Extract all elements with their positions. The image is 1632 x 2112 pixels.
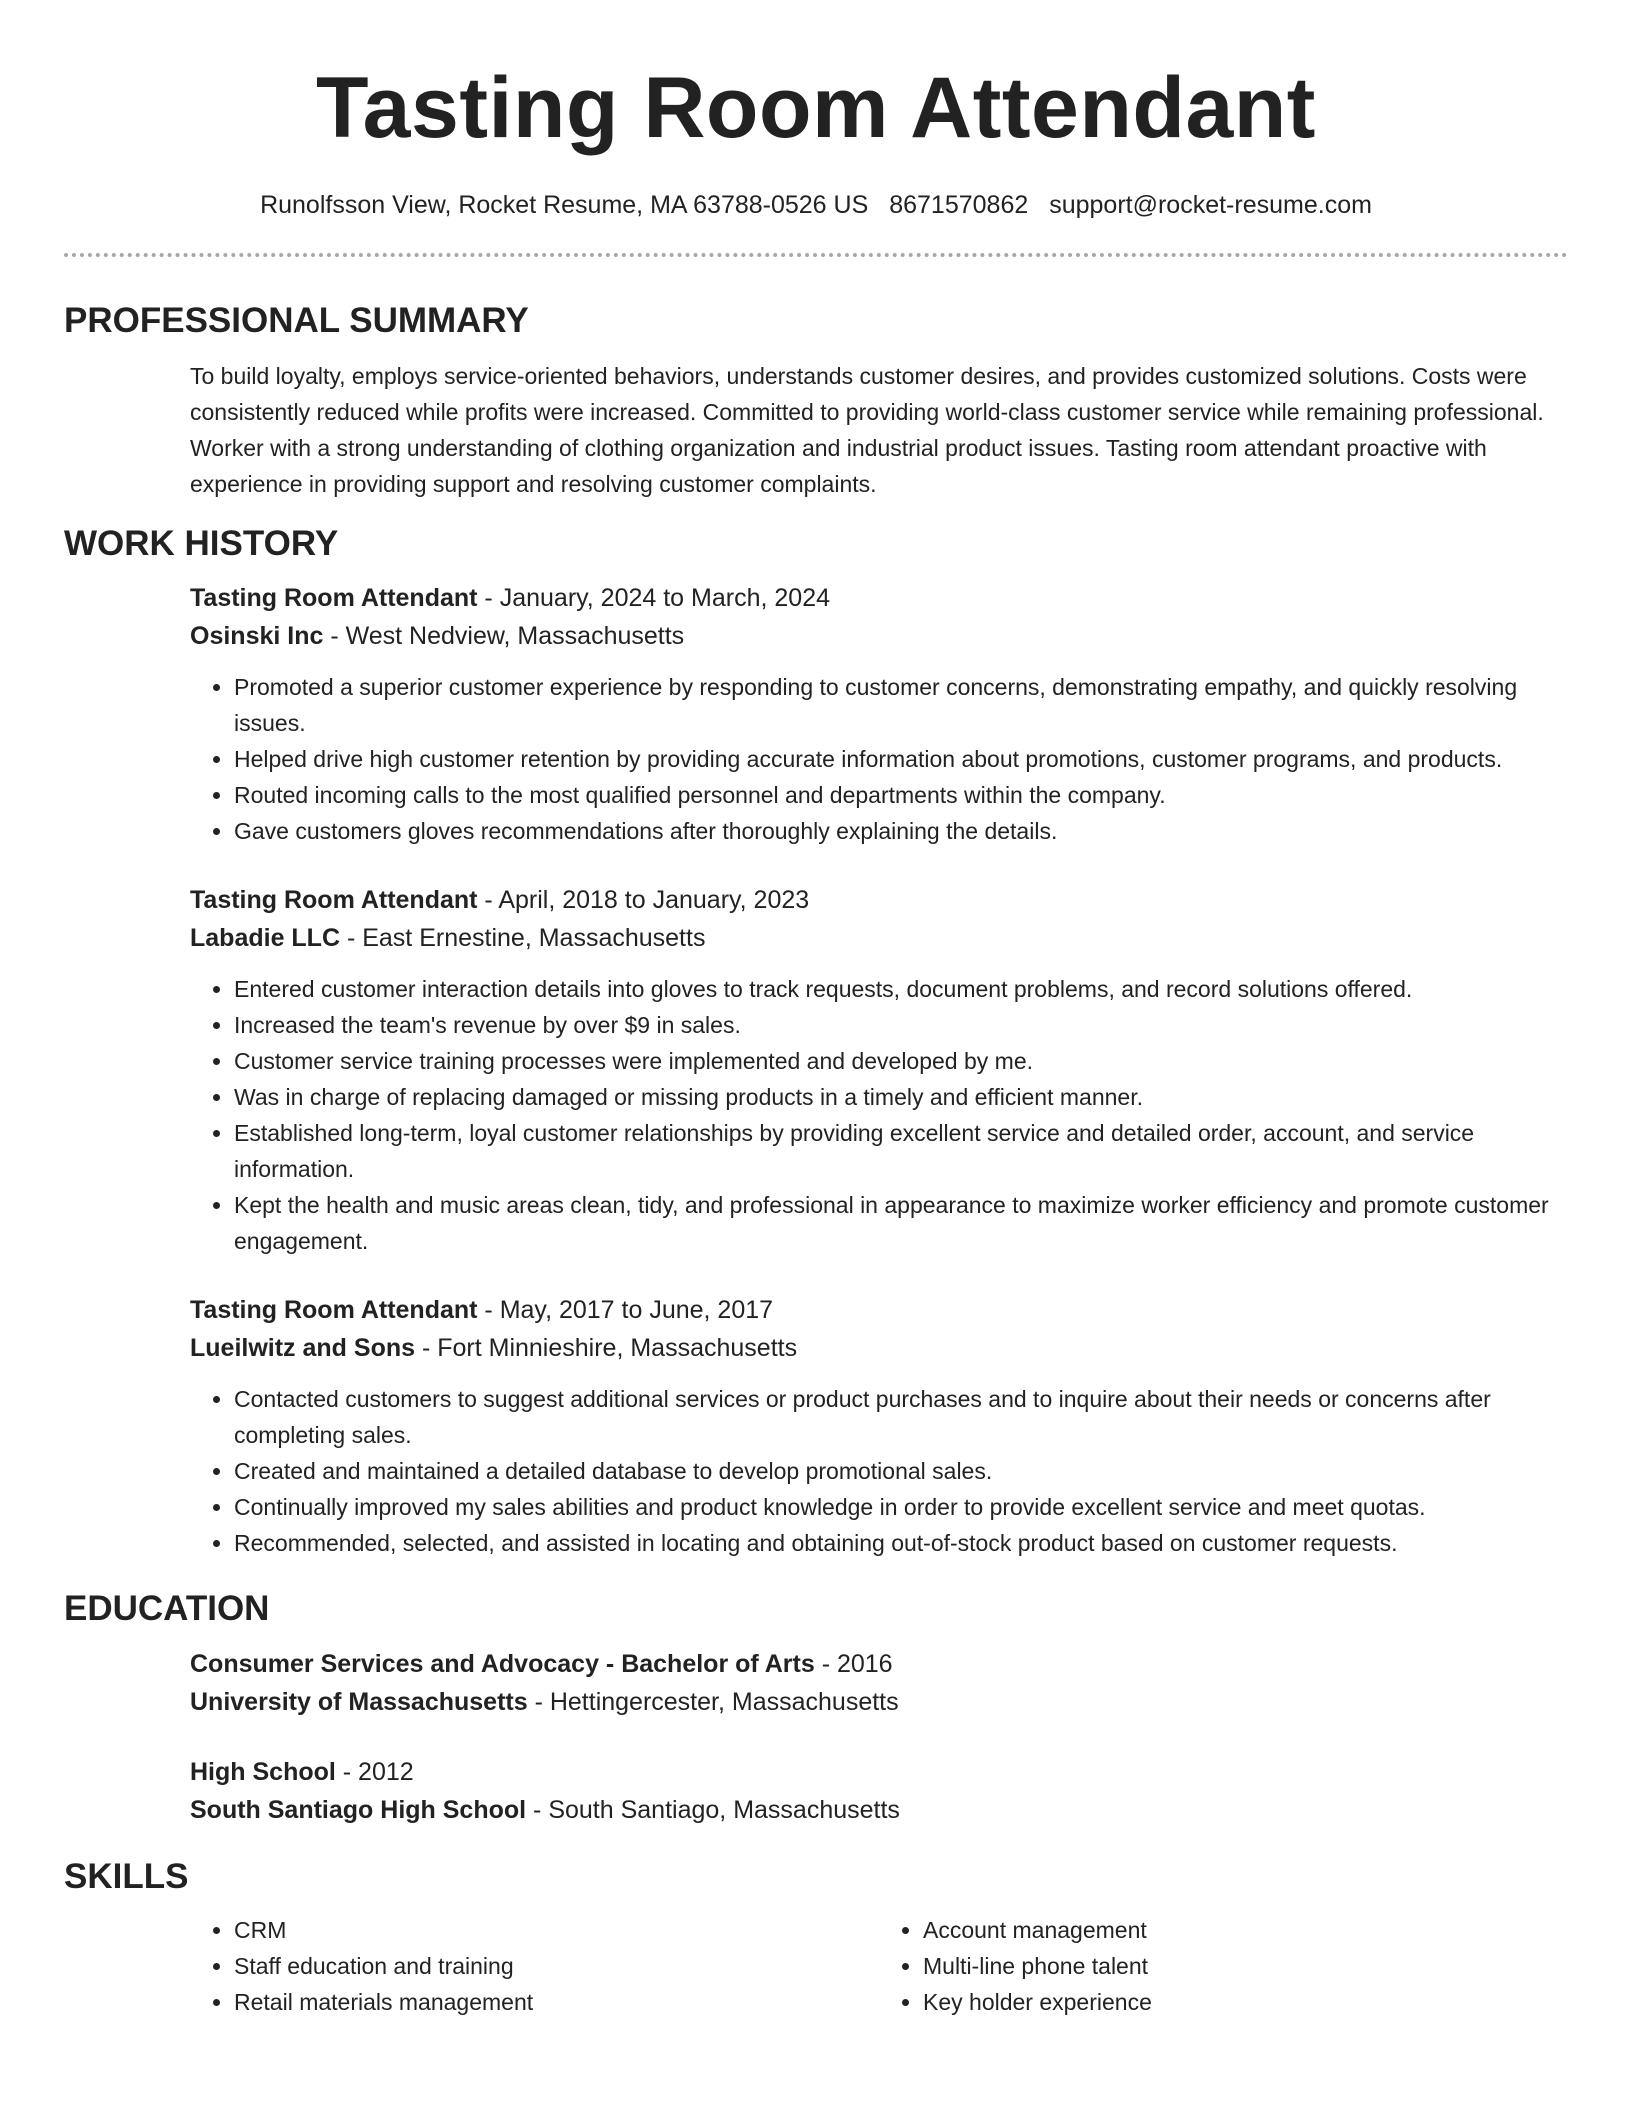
list-item: • Created and maintained a detailed database to develop promotional sales. <box>234 1453 1568 1489</box>
job-company-line <box>190 617 1568 655</box>
job-role: Tasting Room Attendant <box>190 886 478 914</box>
job-bullets <box>190 1381 1568 1561</box>
skills-list-left <box>190 1912 879 2020</box>
job-title-line <box>190 579 1568 617</box>
job-bullets <box>190 669 1568 849</box>
list-item: • Routed incoming calls to the most qualified personnel and departments within the company. <box>234 777 1568 813</box>
contact-email[interactable]: support@rocket-resume.com <box>1049 191 1372 219</box>
job-company: Osinski Inc <box>190 622 324 650</box>
list-item: • Multi-line phone talent <box>923 1948 1568 1984</box>
job-location: - East Ernestine, Massachusetts <box>340 924 706 952</box>
skills-columns <box>64 1912 1568 2020</box>
job-company: Labadie LLC <box>190 924 341 952</box>
education-entry <box>64 1645 1568 1721</box>
job-location: - West Nedview, Massachusetts <box>323 622 685 650</box>
job-company-line <box>190 1329 1568 1367</box>
summary-text: To build loyalty, employs service-oriented behaviors, understands customer desires, and provides customized solutions. Costs were consistently reduced while profits were increased. Committed to providing world-class customer service while remaining professional. Worker with a strong understanding of clothing organization and industrial product issues. Tasting room attendant proactive with experience in providing support and resolving customer complaints. <box>190 363 1544 497</box>
job-location: - Fort Minnieshire, Massachusetts <box>415 1334 798 1362</box>
list-item: • CRM <box>234 1912 879 1948</box>
list-item: • Recommended, selected, and assisted in locating and obtaining out-of-stock product based on customer requests. <box>234 1525 1568 1561</box>
job-entry <box>64 579 1568 849</box>
education-school: University of Massachusetts <box>190 1688 528 1716</box>
summary-heading: PROFESSIONAL SUMMARY <box>64 301 529 340</box>
list-item: • Customer service training processes were implemented and developed by me. <box>234 1043 1568 1079</box>
job-role: Tasting Room Attendant <box>190 1296 478 1324</box>
job-dates: - May, 2017 to June, 2017 <box>477 1296 774 1324</box>
education-school: South Santiago High School <box>190 1796 527 1824</box>
job-role: Tasting Room Attendant <box>190 584 478 612</box>
education-degree: Consumer Services and Advocacy - Bachelor of Arts <box>190 1650 815 1678</box>
education-degree-line <box>190 1645 1568 1683</box>
work-history-heading: WORK HISTORY <box>64 524 339 563</box>
education-entry <box>64 1753 1568 1829</box>
job-company: Lueilwitz and Sons <box>190 1334 416 1362</box>
job-dates: - April, 2018 to January, 2023 <box>477 886 810 914</box>
education-school-line <box>190 1683 1568 1721</box>
resume-page <box>64 0 1568 2020</box>
education-degree-line <box>190 1753 1568 1791</box>
skills-list-right <box>879 1912 1568 2020</box>
contact-line <box>64 190 1568 220</box>
header-divider <box>64 253 1568 257</box>
job-entry <box>64 881 1568 1259</box>
job-dates: - January, 2024 to March, 2024 <box>477 584 830 612</box>
contact-phone: 8671570862 <box>889 191 1029 219</box>
list-item: • Established long-term, loyal customer relationships by providing excellent service and detailed order, account, and service information. <box>234 1115 1568 1187</box>
list-item: • Entered customer interaction details into gloves to track requests, document problems, and record solutions offered. <box>234 971 1568 1007</box>
summary-section <box>64 358 1568 502</box>
job-bullets <box>190 971 1568 1259</box>
education-degree: High School <box>190 1758 336 1786</box>
list-item: • Retail materials management <box>234 1984 879 2020</box>
list-item: • Staff education and training <box>234 1948 879 1984</box>
education-year: - 2016 <box>814 1650 893 1678</box>
list-item: • Continually improved my sales abilities and product knowledge in order to provide excellent service and meet quotas. <box>234 1489 1568 1525</box>
education-year: - 2012 <box>335 1758 414 1786</box>
list-item: • Contacted customers to suggest additional services or product purchases and to inquire about their needs or concerns after completing sales. <box>234 1381 1568 1453</box>
list-item: • Account management <box>923 1912 1568 1948</box>
list-item: • Helped drive high customer retention by providing accurate information about promotions, customer programs, and products. <box>234 741 1568 777</box>
education-school-line <box>190 1791 1568 1829</box>
resume-name: Tasting Room Attendant <box>316 60 1316 156</box>
list-item: • Promoted a superior customer experience by responding to customer concerns, demonstrating empathy, and quickly resolving issues. <box>234 669 1568 741</box>
skills-heading: SKILLS <box>64 1857 189 1896</box>
list-item: • Key holder experience <box>923 1984 1568 2020</box>
list-item: • Gave customers gloves recommendations after thoroughly explaining the details. <box>234 813 1568 849</box>
job-title-line <box>190 1291 1568 1329</box>
list-item: • Kept the health and music areas clean, tidy, and professional in appearance to maximize worker efficiency and promote customer engagement. <box>234 1187 1568 1259</box>
list-item: • Was in charge of replacing damaged or missing products in a timely and efficient manner. <box>234 1079 1568 1115</box>
job-title-line <box>190 881 1568 919</box>
job-company-line <box>190 919 1568 957</box>
education-location: - Hettingercester, Massachusetts <box>527 1688 899 1716</box>
education-location: - South Santiago, Massachusetts <box>526 1796 900 1824</box>
contact-address: Runolfsson View, Rocket Resume, MA 63788-0526 US <box>260 191 869 219</box>
list-item: • Increased the team's revenue by over $9 in sales. <box>234 1007 1568 1043</box>
education-heading: EDUCATION <box>64 1589 270 1628</box>
job-entry <box>64 1291 1568 1561</box>
